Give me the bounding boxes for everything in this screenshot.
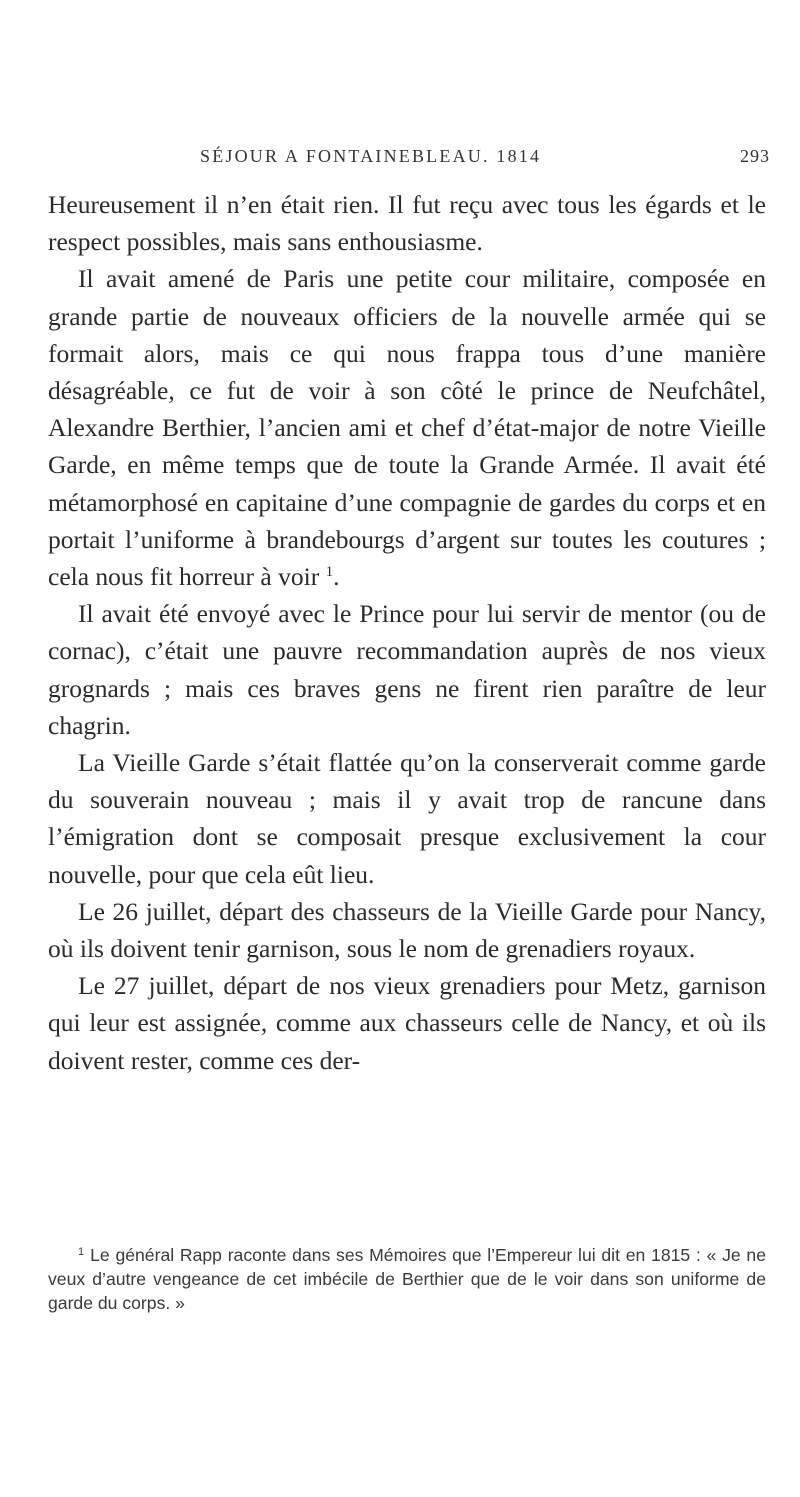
paragraph-text: La Vieille Garde s’était flattée qu’on la conserverait comme garde du souverain nouveau ; mais il y avait trop de rancune dans l’émigration dont se composait presque exclusivement la cour nouvelle, pour que cela eût lieu. xyxy=(48,748,766,889)
paragraph-text: Le 27 juillet, départ de nos vieux grenadiers pour Metz, garnison qui leur est assignée, comme aux chasseurs celle de Nancy, et où ils doivent rester, comme ces der- xyxy=(48,971,766,1075)
paragraph: Il avait amené de Paris une petite cour militaire, composée en grande partie de nouveaux officiers de la nouvelle armée qui se formait alors, mais ce qui nous frappa tous d’une manière désagréable, ce fut de voir à son côté le prince de Neufchâtel, Alexandre Berthier, l’ancien ami et chef d’état-major de notre Vieille Garde, en même temps que de toute la Grande Armée. Il avait été métamorphosé en capitaine d’une compagnie de gardes du corps et en portait l’uniforme à brandebourgs d’argent sur toutes les coutures ; cela nous fit horreur à voir $^1$. xyxy=(48,264,766,592)
paragraph xyxy=(48,967,766,1079)
footnote xyxy=(48,1243,766,1315)
paragraph-text: Il avait été envoyé avec le Prince pour lui servir de mentor (ou de cornac), c’était une pauvre recommandation auprès de nos vieux grognards ; mais ces braves gens ne firent rien paraître de leur chagrin. xyxy=(48,599,766,740)
paragraph-text: Il avait amené de Paris une petite cour militaire, composée en grande partie de nouveaux officiers de la nouvelle armée qui se formait alors, mais ce qui nous frappa tous d’une manière désagréable, ce fut de voir à son côté le prince de Neufchâtel, Alexandre Berthier, l’ancien ami et chef d’état-major de notre Vieille Garde, en même temps que de toute la Grande Armée. Il avait été métamorphosé en capitaine d’une compagnie de gardes du corps et en portait l’uniforme à brandebourgs d’argent sur toutes les coutures ; cela nous fit horreur à voir xyxy=(48,264,766,592)
footnote-paragraph xyxy=(48,1243,766,1315)
paragraph xyxy=(48,595,766,744)
footnote-text: Le général Rapp raconte dans ses Mémoires que l’Empereur lui dit en 1815 : « Je ne veux d’autre vengeance de cet imbécile de Berthier que de le voir dans son uniforme de garde du corps. » xyxy=(48,1245,766,1313)
footnote-reference: 1 xyxy=(325,564,334,581)
paragraph-text: Heureusement il n’en était rien. Il fut reçu avec tous les égards et le respect possibles, mais sans enthousiasme. xyxy=(48,190,766,257)
paragraph xyxy=(48,186,766,260)
main-text xyxy=(48,186,766,1079)
paragraph xyxy=(48,744,766,893)
running-title: SÉJOUR A FONTAINEBLEAU. 1814 xyxy=(200,146,542,166)
running-header xyxy=(200,146,770,167)
footnote-marker: 1 xyxy=(78,1246,85,1258)
paragraph xyxy=(48,893,766,967)
paragraph-text: Le 26 juillet, départ des chasseurs de la Vieille Garde pour Nancy, où ils doivent tenir garnison, sous le nom de grenadiers royaux. xyxy=(48,896,766,964)
page-number: 293 xyxy=(740,146,770,166)
